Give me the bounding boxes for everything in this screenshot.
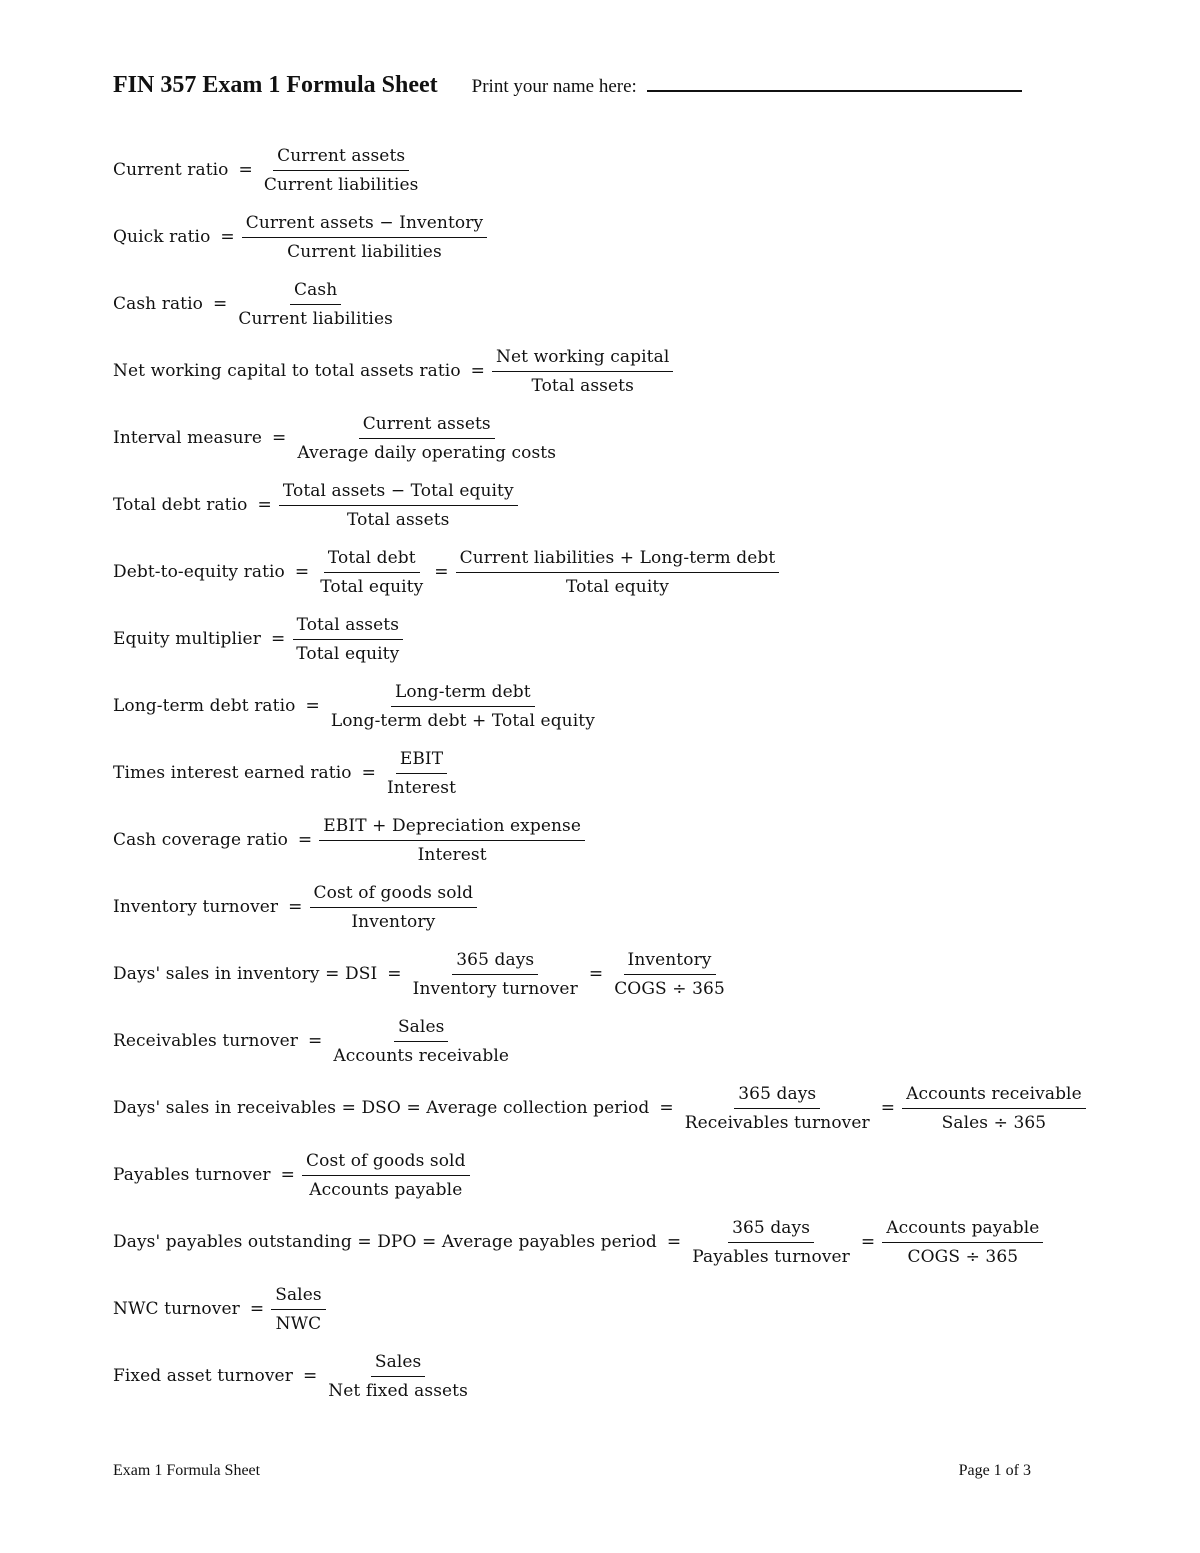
denominator: Accounts payable xyxy=(309,1179,463,1200)
formula-current-ratio: Current ratio = $\frac{\text{Current assets}}{\text{Current liabilities}}$ xyxy=(113,139,1088,201)
numerator: Sales xyxy=(394,1013,449,1042)
formula-dsi: Days' sales in inventory = DSI = $\frac{\text{365 days}}{\text{Inventory turnover}}$ = $\frac{\text{Inventory}}{\text{COGS ÷ 365}}$ xyxy=(113,943,1088,1005)
numerator: 365 days xyxy=(728,1214,814,1243)
page-number: Page 1 of 3 xyxy=(958,1462,1031,1479)
formula-equity-multiplier: Equity multiplier = $\frac{\text{Total assets}}{\text{Total equity}}$ xyxy=(113,608,1088,670)
fraction xyxy=(880,1214,1045,1271)
denominator: COGS ÷ 365 xyxy=(907,1246,1019,1267)
fraction xyxy=(322,1348,474,1405)
numerator: Current assets − Inventory xyxy=(242,209,487,238)
fraction xyxy=(291,410,562,467)
denominator: Total equity xyxy=(296,643,400,664)
fraction xyxy=(679,1080,876,1137)
formula-total-debt-ratio: Total debt ratio = $\frac{\text{Total assets − Total equity}}{\text{Total assets}}$ xyxy=(113,474,1088,536)
numerator: Current assets xyxy=(273,142,409,171)
fraction xyxy=(407,946,584,1003)
numerator: Total assets xyxy=(293,611,403,640)
formula-payables-turnover: Payables turnover = $\frac{\text{Cost of goods sold}}{\text{Accounts payable}}$ xyxy=(113,1144,1088,1206)
formula-nwc-to-total-assets: Net working capital to total assets ratio = $\frac{\text{Net working capital}}{\text{Total assets}}$ xyxy=(113,340,1088,402)
denominator: Current liabilities xyxy=(238,308,393,329)
numerator: Cost of goods sold xyxy=(302,1147,470,1176)
formula-label: Days' sales in receivables = DSO = Average collection period xyxy=(113,1098,650,1118)
formula-label: Payables turnover xyxy=(113,1165,271,1185)
denominator: Total assets xyxy=(531,375,634,396)
formula-label: Cash coverage ratio xyxy=(113,830,288,850)
fraction xyxy=(608,946,731,1003)
page-footer xyxy=(113,1462,1031,1480)
formula-dpo: Days' payables outstanding = DPO = Average payables period = $\frac{\text{365 days}}{\text{Payables turnover}}$ = $\frac{\text{Accounts payable}}{\text{COGS ÷ 365}}$ xyxy=(113,1211,1088,1273)
formula-label: Net working capital to total assets ratio xyxy=(113,361,461,381)
numerator: 365 days xyxy=(452,946,538,975)
formula-label: Times interest earned ratio xyxy=(113,763,352,783)
formula-label: Current ratio xyxy=(113,160,229,180)
formula-cash-ratio: Cash ratio = $\frac{\text{Cash}}{\text{Current liabilities}}$ xyxy=(113,273,1088,335)
formula-interval-measure: Interval measure = $\frac{\text{Current assets}}{\text{Average daily operating costs}}$ xyxy=(113,407,1088,469)
denominator: Sales ÷ 365 xyxy=(941,1112,1047,1133)
fraction xyxy=(314,544,429,601)
numerator: Accounts receivable xyxy=(902,1080,1086,1109)
numerator: Sales xyxy=(271,1281,326,1310)
numerator: Net working capital xyxy=(492,343,673,372)
formula-label: Quick ratio xyxy=(113,227,211,247)
formula-debt-to-equity: Debt-to-equity ratio = $\frac{\text{Total debt}}{\text{Total equity}}$ = $\frac{\text{Current liabilities + Long-term debt}}{\text{Total equity}}$ xyxy=(113,541,1088,603)
formula-cash-coverage: Cash coverage ratio = $\frac{\text{EBIT + Depreciation expense}}{\text{Interest}}$ xyxy=(113,809,1088,871)
numerator: Current liabilities + Long-term debt xyxy=(456,544,780,573)
numerator: EBIT + Depreciation expense xyxy=(319,812,585,841)
denominator: Total assets xyxy=(347,509,450,530)
fraction xyxy=(327,1013,515,1070)
denominator: Total equity xyxy=(320,576,424,597)
denominator: Interest xyxy=(417,844,487,865)
formula-label: Inventory turnover xyxy=(113,897,279,917)
denominator: Inventory turnover xyxy=(412,978,578,999)
formula-nwc-turnover: NWC turnover = $\frac{\text{Sales}}{\text{NWC}}$ xyxy=(113,1278,1088,1340)
numerator: Total debt xyxy=(324,544,420,573)
fraction xyxy=(232,276,399,333)
formula-label: Total debt ratio xyxy=(113,495,248,515)
formula-label: Fixed asset turnover xyxy=(113,1366,293,1386)
formula-label: Cash ratio xyxy=(113,294,203,314)
numerator: Total assets − Total equity xyxy=(279,477,518,506)
denominator: Receivables turnover xyxy=(684,1112,870,1133)
denominator: Net fixed assets xyxy=(328,1380,468,1401)
formula-label: Receivables turnover xyxy=(113,1031,299,1051)
formula-label: Days' sales in inventory = DSI xyxy=(113,964,378,984)
name-prompt-label: Print your name here: xyxy=(471,76,637,97)
denominator: Current liabilities xyxy=(287,241,442,262)
footer-document-name: Exam 1 Formula Sheet xyxy=(113,1462,261,1479)
denominator: Payables turnover xyxy=(692,1246,850,1267)
denominator: COGS ÷ 365 xyxy=(614,978,725,999)
fraction xyxy=(381,745,462,802)
numerator: Inventory xyxy=(624,946,716,975)
page-title: FIN 357 Exam 1 Formula Sheet xyxy=(113,72,438,98)
fraction xyxy=(300,1147,472,1204)
fraction xyxy=(269,1281,328,1338)
numerator: Long-term debt xyxy=(391,678,535,707)
fraction xyxy=(490,343,675,400)
fraction xyxy=(686,1214,856,1271)
formula-label: NWC turnover xyxy=(113,1299,240,1319)
formula-label: Days' payables outstanding = DPO = Average payables period xyxy=(113,1232,657,1252)
numerator: EBIT xyxy=(396,745,447,774)
formula-fixed-asset-turnover: Fixed asset turnover = $\frac{\text{Sales}}{\text{Net fixed assets}}$ xyxy=(113,1345,1088,1407)
fraction xyxy=(325,678,601,735)
denominator: Interest xyxy=(386,777,457,798)
formula-receivables-turnover: Receivables turnover = $\frac{\text{Sales}}{\text{Accounts receivable}}$ xyxy=(113,1010,1088,1072)
denominator: Current liabilities xyxy=(263,174,419,195)
formula-label: Interval measure xyxy=(113,428,263,448)
fraction xyxy=(258,142,425,199)
page-header xyxy=(113,72,1022,99)
fraction xyxy=(454,544,782,601)
numerator: Accounts payable xyxy=(882,1214,1043,1243)
fraction xyxy=(290,611,405,668)
numerator: Current assets xyxy=(359,410,495,439)
numerator: Cash xyxy=(290,276,341,305)
formula-label: Debt-to-equity ratio xyxy=(113,562,285,582)
numerator: Cost of goods sold xyxy=(310,879,478,908)
formula-times-interest-earned: Times interest earned ratio = $\frac{\text{EBIT}}{\text{Interest}}$ xyxy=(113,742,1088,804)
formula-dso: Days' sales in receivables = DSO = Average collection period = $\frac{\text{365 days}}{\text{Receivables turnover}}$ = $\frac{\text{Accounts receivable}}{\text{Sales ÷ 365}}$ xyxy=(113,1077,1088,1139)
formula-label: Long-term debt ratio xyxy=(113,696,296,716)
formula-inventory-turnover: Inventory turnover = $\frac{\text{Cost of goods sold}}{\text{Inventory}}$ xyxy=(113,876,1088,938)
fraction xyxy=(240,209,489,266)
fraction xyxy=(900,1080,1088,1137)
fraction xyxy=(277,477,520,534)
formula-label: Equity multiplier xyxy=(113,629,261,649)
numerator: Sales xyxy=(371,1348,426,1377)
fraction xyxy=(317,812,587,869)
denominator: Long-term debt + Total equity xyxy=(330,710,595,731)
numerator: 365 days xyxy=(734,1080,820,1109)
denominator: Inventory xyxy=(351,911,436,932)
denominator: Average daily operating costs xyxy=(297,442,557,463)
formula-list xyxy=(113,139,1088,1412)
denominator: NWC xyxy=(275,1313,322,1334)
name-input-line[interactable] xyxy=(647,90,1022,92)
formula-quick-ratio: Quick ratio = $\frac{\text{Current assets − Inventory}}{\text{Current liabilities}}$ xyxy=(113,206,1088,268)
denominator: Total equity xyxy=(565,576,669,597)
denominator: Accounts receivable xyxy=(333,1045,510,1066)
fraction xyxy=(308,879,480,936)
formula-long-term-debt-ratio: Long-term debt ratio = $\frac{\text{Long-term debt}}{\text{Long-term debt + Total equity}}$ xyxy=(113,675,1088,737)
